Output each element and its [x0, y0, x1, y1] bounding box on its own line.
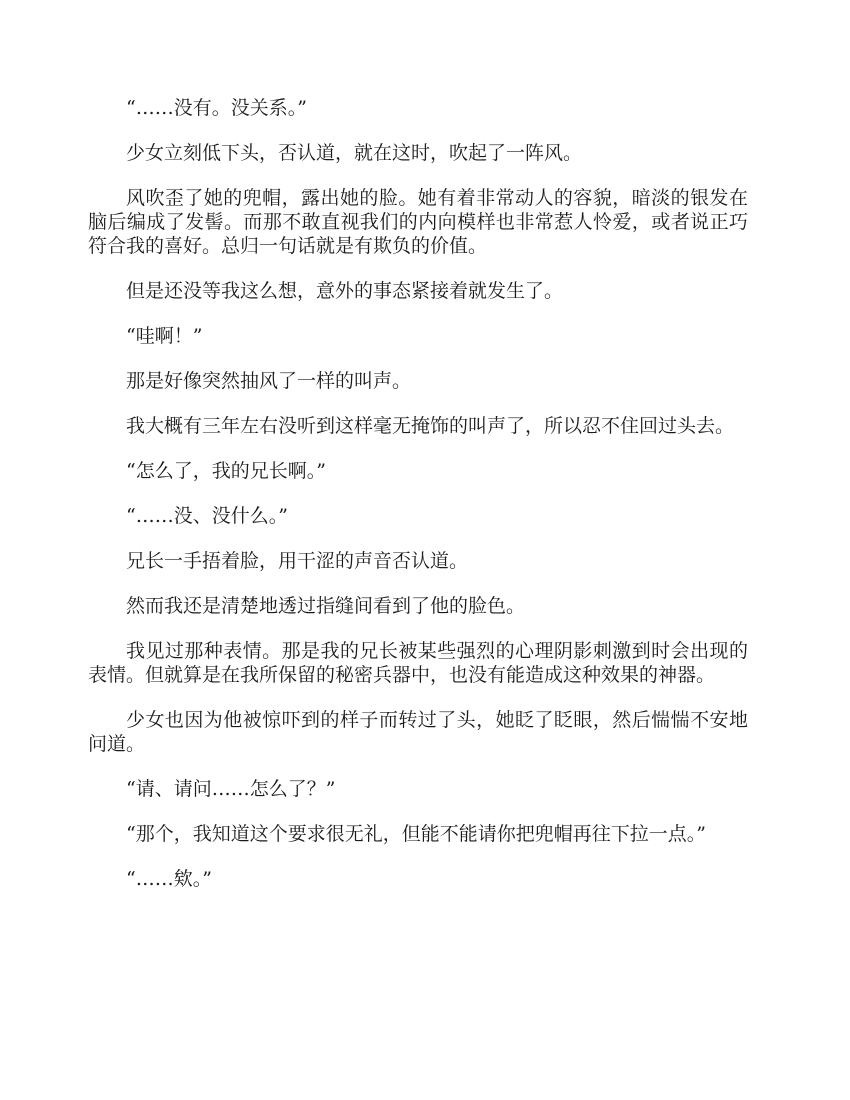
paragraph: 兄长一手捂着脸，用干涩的声音否认道。	[126, 550, 469, 572]
paragraph: “哇啊！”	[126, 325, 203, 347]
paragraph: “……没、没什么。”	[126, 505, 288, 527]
paragraph: 我大概有三年左右没听到这样毫无掩饰的叫声了，所以忍不住回过头去。	[126, 415, 735, 437]
paragraph: “怎么了，我的兄长啊。”	[126, 460, 326, 482]
paragraph: “……欸。”	[126, 868, 212, 890]
document-body	[88, 96, 748, 912]
paragraph: 少女也因为他被惊吓到的样子而转过了头，她眨了眨眼，然后惴惴不安地问道。	[88, 709, 748, 755]
paragraph: 风吹歪了她的兜帽，露出她的脸。她有着非常动人的容貌，暗淡的银发在脑后编成了发髻。而那不敢直视我们的内向模样也非常惹人怜爱，或者说正巧符合我的喜好。总归一句话就是有欺负的价值。	[88, 187, 748, 257]
paragraph: 但是还没等我这么想，意外的事态紧接着就发生了。	[126, 280, 564, 302]
paragraph: 少女立刻低下头，否认道，就在这时，吹起了一阵风。	[126, 142, 583, 164]
paragraph: 那是好像突然抽风了一样的叫声。	[126, 370, 412, 392]
paragraph: “那个，我知道这个要求很无礼，但能不能请你把兜帽再往下拉一点。”	[126, 823, 706, 845]
paragraph: 我见过那种表情。那是我的兄长被某些强烈的心理阴影刺激到时会出现的表情。但就算是在我所保留的秘密兵器中，也没有能造成这种效果的神器。	[88, 640, 748, 686]
paragraph: 然而我还是清楚地透过指缝间看到了他的脸色。	[126, 595, 526, 617]
paragraph: “……没有。没关系。”	[126, 97, 307, 119]
paragraph: “请、请问……怎么了？”	[126, 778, 336, 800]
